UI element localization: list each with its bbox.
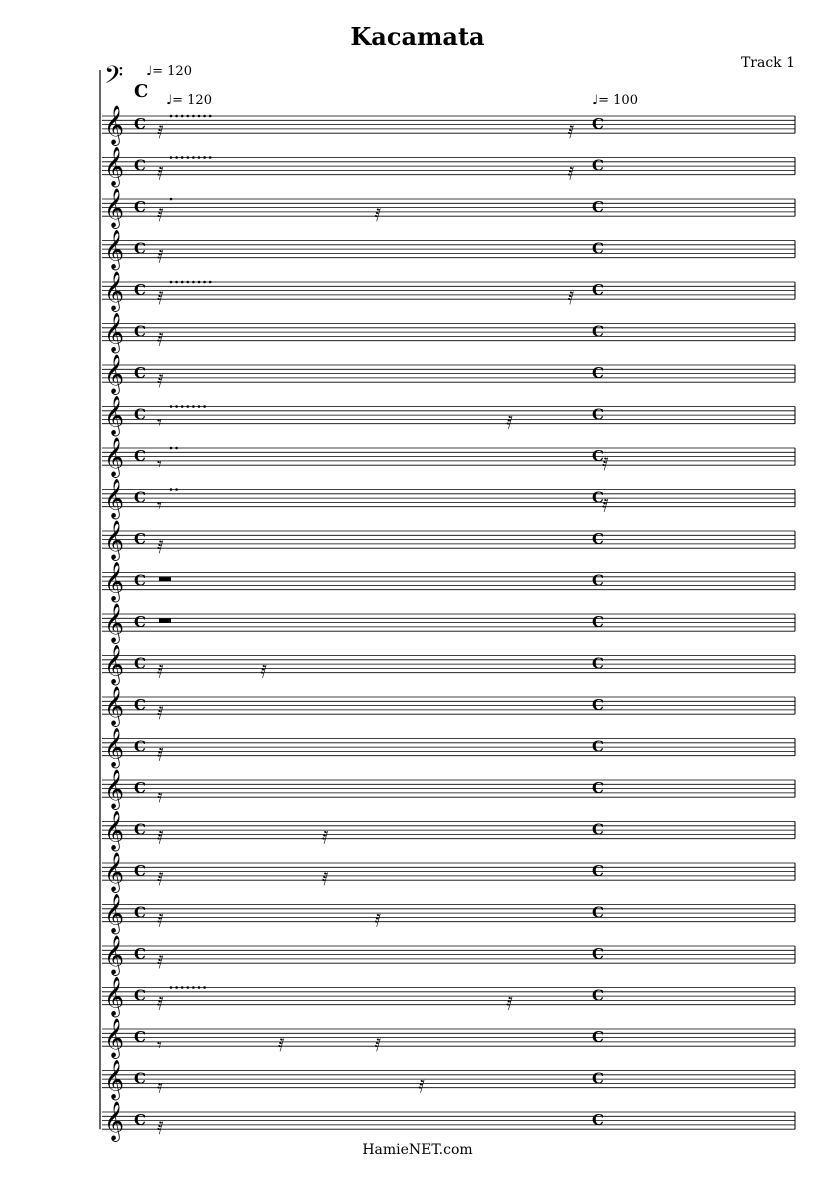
rest-icon: 𝅀: [157, 537, 164, 558]
footer-credit: HamieNET.com: [362, 1142, 473, 1158]
rest-icon: 𝅀: [157, 163, 164, 185]
rhythm-dot: [175, 115, 178, 118]
common-time-icon: C: [592, 156, 604, 175]
common-time-icon: C: [134, 654, 146, 673]
treble-clef-icon: 𝄞: [104, 644, 125, 685]
rhythm-dot: [203, 115, 206, 118]
treble-clef-icon: 𝄞: [104, 686, 125, 726]
common-time-icon: C: [134, 571, 146, 590]
rhythm-dot: [170, 281, 173, 284]
treble-clef-icon: 𝄞: [104, 146, 125, 187]
treble-clef-icon: 𝄞: [104, 852, 125, 892]
tempo-marking-bass: ♩= 120: [146, 64, 192, 79]
common-time-icon: C: [134, 530, 146, 548]
common-time-icon: C: [592, 530, 604, 548]
treble-clef-icon: 𝄞: [104, 188, 125, 228]
rest-icon: 𝄾: [157, 454, 162, 475]
treble-clef-icon: 𝄞: [104, 769, 125, 809]
common-time-icon: C: [134, 81, 149, 102]
common-time-icon: C: [134, 945, 146, 963]
rhythm-dot: [192, 115, 195, 118]
rhythm-dot: [170, 405, 173, 408]
common-time-icon: C: [592, 862, 604, 880]
rest-icon: 𝅀: [602, 454, 609, 475]
rhythm-dot: [170, 447, 173, 450]
rest-icon: 𝅀: [506, 412, 513, 434]
rest-icon: 𝅀: [567, 288, 575, 309]
treble-clef-icon: 𝄞: [104, 603, 125, 643]
common-time-icon: C: [592, 447, 604, 465]
common-time-icon: C: [592, 364, 604, 382]
common-time-icon: C: [134, 115, 146, 133]
rhythm-dot: [198, 986, 201, 989]
common-time-icon: C: [592, 903, 604, 922]
common-time-icon: C: [592, 281, 604, 299]
half-rest-icon: [159, 619, 171, 623]
rhythm-dot: [198, 156, 201, 159]
rhythm-dot: [209, 281, 212, 284]
rest-icon: 𝅀: [374, 205, 382, 226]
common-time-icon: C: [592, 779, 604, 797]
rhythm-dot: [170, 488, 173, 491]
treble-clef-icon: 𝄞: [104, 1018, 125, 1058]
treble-clef-icon: 𝄞: [104, 395, 125, 436]
rhythm-dot: [170, 986, 173, 989]
common-time-icon: C: [134, 779, 146, 797]
common-time-icon: C: [592, 613, 604, 631]
rest-icon: 𝅀: [157, 993, 164, 1015]
common-time-icon: C: [134, 613, 146, 631]
rhythm-dot: [198, 281, 201, 284]
rest-icon: 𝅀: [567, 163, 575, 185]
common-time-icon: C: [134, 986, 146, 1005]
rest-icon: 𝅀: [321, 827, 329, 849]
rhythm-dot: [175, 156, 178, 159]
tempo-marking-start: ♩= 120: [166, 93, 212, 108]
common-time-icon: C: [134, 488, 146, 507]
tempo-marking-change: ♩= 100: [592, 93, 638, 108]
common-time-icon: C: [592, 654, 604, 673]
treble-clef-icon: 𝄞: [104, 561, 125, 602]
treble-clef-icon: 𝄞: [104, 520, 125, 560]
treble-clef-icon: 𝄞: [104, 935, 125, 975]
common-time-icon: C: [134, 364, 146, 382]
rhythm-dot: [175, 447, 178, 450]
treble-clef-icon: 𝄞: [104, 893, 125, 934]
rest-icon: 𝅀: [157, 1118, 164, 1139]
quarter-note-icon: ♩: [146, 64, 153, 79]
rhythm-dot: [187, 281, 190, 284]
rhythm-dot: [187, 156, 190, 159]
rest-icon: 𝅀: [418, 1076, 426, 1098]
treble-clef-icon: 𝄞: [104, 478, 125, 519]
rest-icon: 𝅀: [567, 122, 575, 143]
common-time-icon: C: [592, 405, 604, 424]
rest-icon: 𝅀: [157, 661, 164, 683]
rhythm-dot: [187, 115, 190, 118]
rhythm-dot: [175, 986, 178, 989]
half-rest-icon: [159, 577, 171, 581]
common-time-icon: C: [134, 1028, 146, 1046]
rhythm-dot: [203, 281, 206, 284]
rest-icon: 𝅀: [157, 744, 164, 766]
common-time-icon: C: [134, 447, 146, 465]
rest-icon: 𝅀: [157, 205, 164, 226]
rhythm-dot: [192, 405, 195, 408]
common-time-icon: C: [592, 820, 604, 839]
rhythm-dot: [187, 405, 190, 408]
treble-clef-icon: 𝄞: [104, 976, 125, 1017]
rest-icon: 𝅀: [157, 288, 164, 309]
rhythm-dot: [203, 405, 206, 408]
treble-clef-icon: 𝄞: [104, 312, 125, 353]
bass-clef-icon: 𝄢: [104, 61, 124, 96]
rest-icon: 𝅀: [321, 869, 329, 890]
rhythm-dot: [170, 198, 173, 201]
common-time-icon: C: [592, 696, 604, 714]
treble-clef-icon: 𝄞: [104, 437, 125, 477]
rhythm-dot: [170, 156, 173, 159]
rest-icon: 𝄿: [157, 786, 163, 807]
rhythm-dot: [181, 986, 184, 989]
common-time-icon: C: [134, 239, 146, 258]
rhythm-dot: [181, 405, 184, 408]
rhythm-dot: [181, 115, 184, 118]
common-time-icon: C: [592, 115, 604, 133]
rhythm-dot: [175, 281, 178, 284]
rest-icon: 𝅀: [374, 1035, 382, 1056]
rest-icon: 𝅀: [157, 910, 164, 932]
common-time-icon: C: [134, 322, 146, 341]
common-time-icon: C: [134, 405, 146, 424]
quarter-note-icon: ♩: [166, 93, 173, 108]
common-time-icon: C: [592, 945, 604, 963]
page-title: Kacamata: [350, 22, 485, 51]
rest-icon: 𝄾: [157, 1035, 162, 1056]
rest-icon: 𝅀: [157, 827, 164, 849]
rhythm-dot: [170, 115, 173, 118]
common-time-icon: C: [134, 903, 146, 922]
rest-icon: 𝄿: [157, 1076, 163, 1098]
rhythm-dot: [175, 488, 178, 491]
rest-icon: 𝄾: [157, 412, 162, 434]
common-time-icon: C: [134, 696, 146, 714]
rest-icon: 𝅀: [157, 329, 164, 351]
treble-clef-icon: 𝄞: [104, 271, 125, 311]
rhythm-dot: [198, 405, 201, 408]
rest-icon: 𝅀: [157, 246, 164, 268]
rhythm-dot: [181, 156, 184, 159]
rest-icon: 𝅀: [157, 952, 164, 973]
rhythm-dot: [198, 115, 201, 118]
rhythm-dot: [209, 115, 212, 118]
common-time-icon: C: [592, 1069, 604, 1088]
common-time-icon: C: [592, 986, 604, 1005]
common-time-icon: C: [592, 239, 604, 258]
rhythm-dot: [192, 281, 195, 284]
treble-clef-icon: 𝄞: [104, 105, 125, 145]
treble-clef-icon: 𝄞: [104, 1101, 125, 1141]
treble-clef-icon: 𝄞: [104, 229, 125, 270]
rhythm-dot: [203, 156, 206, 159]
rhythm-dot: [175, 405, 178, 408]
rest-icon: 𝅀: [602, 495, 609, 517]
common-time-icon: C: [134, 862, 146, 880]
rest-icon: 𝅀: [157, 703, 164, 724]
rhythm-dot: [192, 986, 195, 989]
treble-clef-icon: 𝄞: [104, 810, 125, 851]
rest-icon: 𝅀: [260, 661, 267, 683]
treble-clef-icon: 𝄞: [104, 1059, 125, 1100]
rhythm-dot: [203, 986, 206, 989]
rhythm-dot: [181, 281, 184, 284]
common-time-icon: C: [592, 1028, 604, 1046]
rest-icon: 𝅀: [374, 910, 382, 932]
rest-icon: 𝅀: [277, 1035, 285, 1056]
rhythm-dot: [187, 986, 190, 989]
quarter-note-icon: ♩: [592, 93, 599, 108]
common-time-icon: C: [592, 488, 604, 507]
common-time-icon: C: [592, 198, 604, 216]
common-time-icon: C: [134, 281, 146, 299]
common-time-icon: C: [592, 1111, 604, 1129]
rest-icon: 𝅀: [157, 869, 164, 890]
rhythm-dot: [209, 156, 212, 159]
common-time-icon: C: [592, 737, 604, 756]
common-time-icon: C: [134, 820, 146, 839]
common-time-icon: C: [134, 737, 146, 756]
common-time-icon: C: [134, 1111, 146, 1129]
common-time-icon: C: [134, 1069, 146, 1088]
rest-icon: 𝅀: [157, 371, 164, 392]
rest-icon: 𝄾: [157, 495, 162, 517]
rhythm-dot: [192, 156, 195, 159]
track-label: Track 1: [740, 55, 795, 71]
common-time-icon: C: [592, 571, 604, 590]
common-time-icon: C: [134, 198, 146, 216]
common-time-icon: C: [134, 156, 146, 175]
treble-clef-icon: 𝄞: [104, 727, 125, 768]
rest-icon: 𝅀: [157, 122, 164, 143]
treble-clef-icon: 𝄞: [104, 354, 125, 394]
common-time-icon: C: [592, 322, 604, 341]
rest-icon: 𝅀: [506, 993, 513, 1015]
